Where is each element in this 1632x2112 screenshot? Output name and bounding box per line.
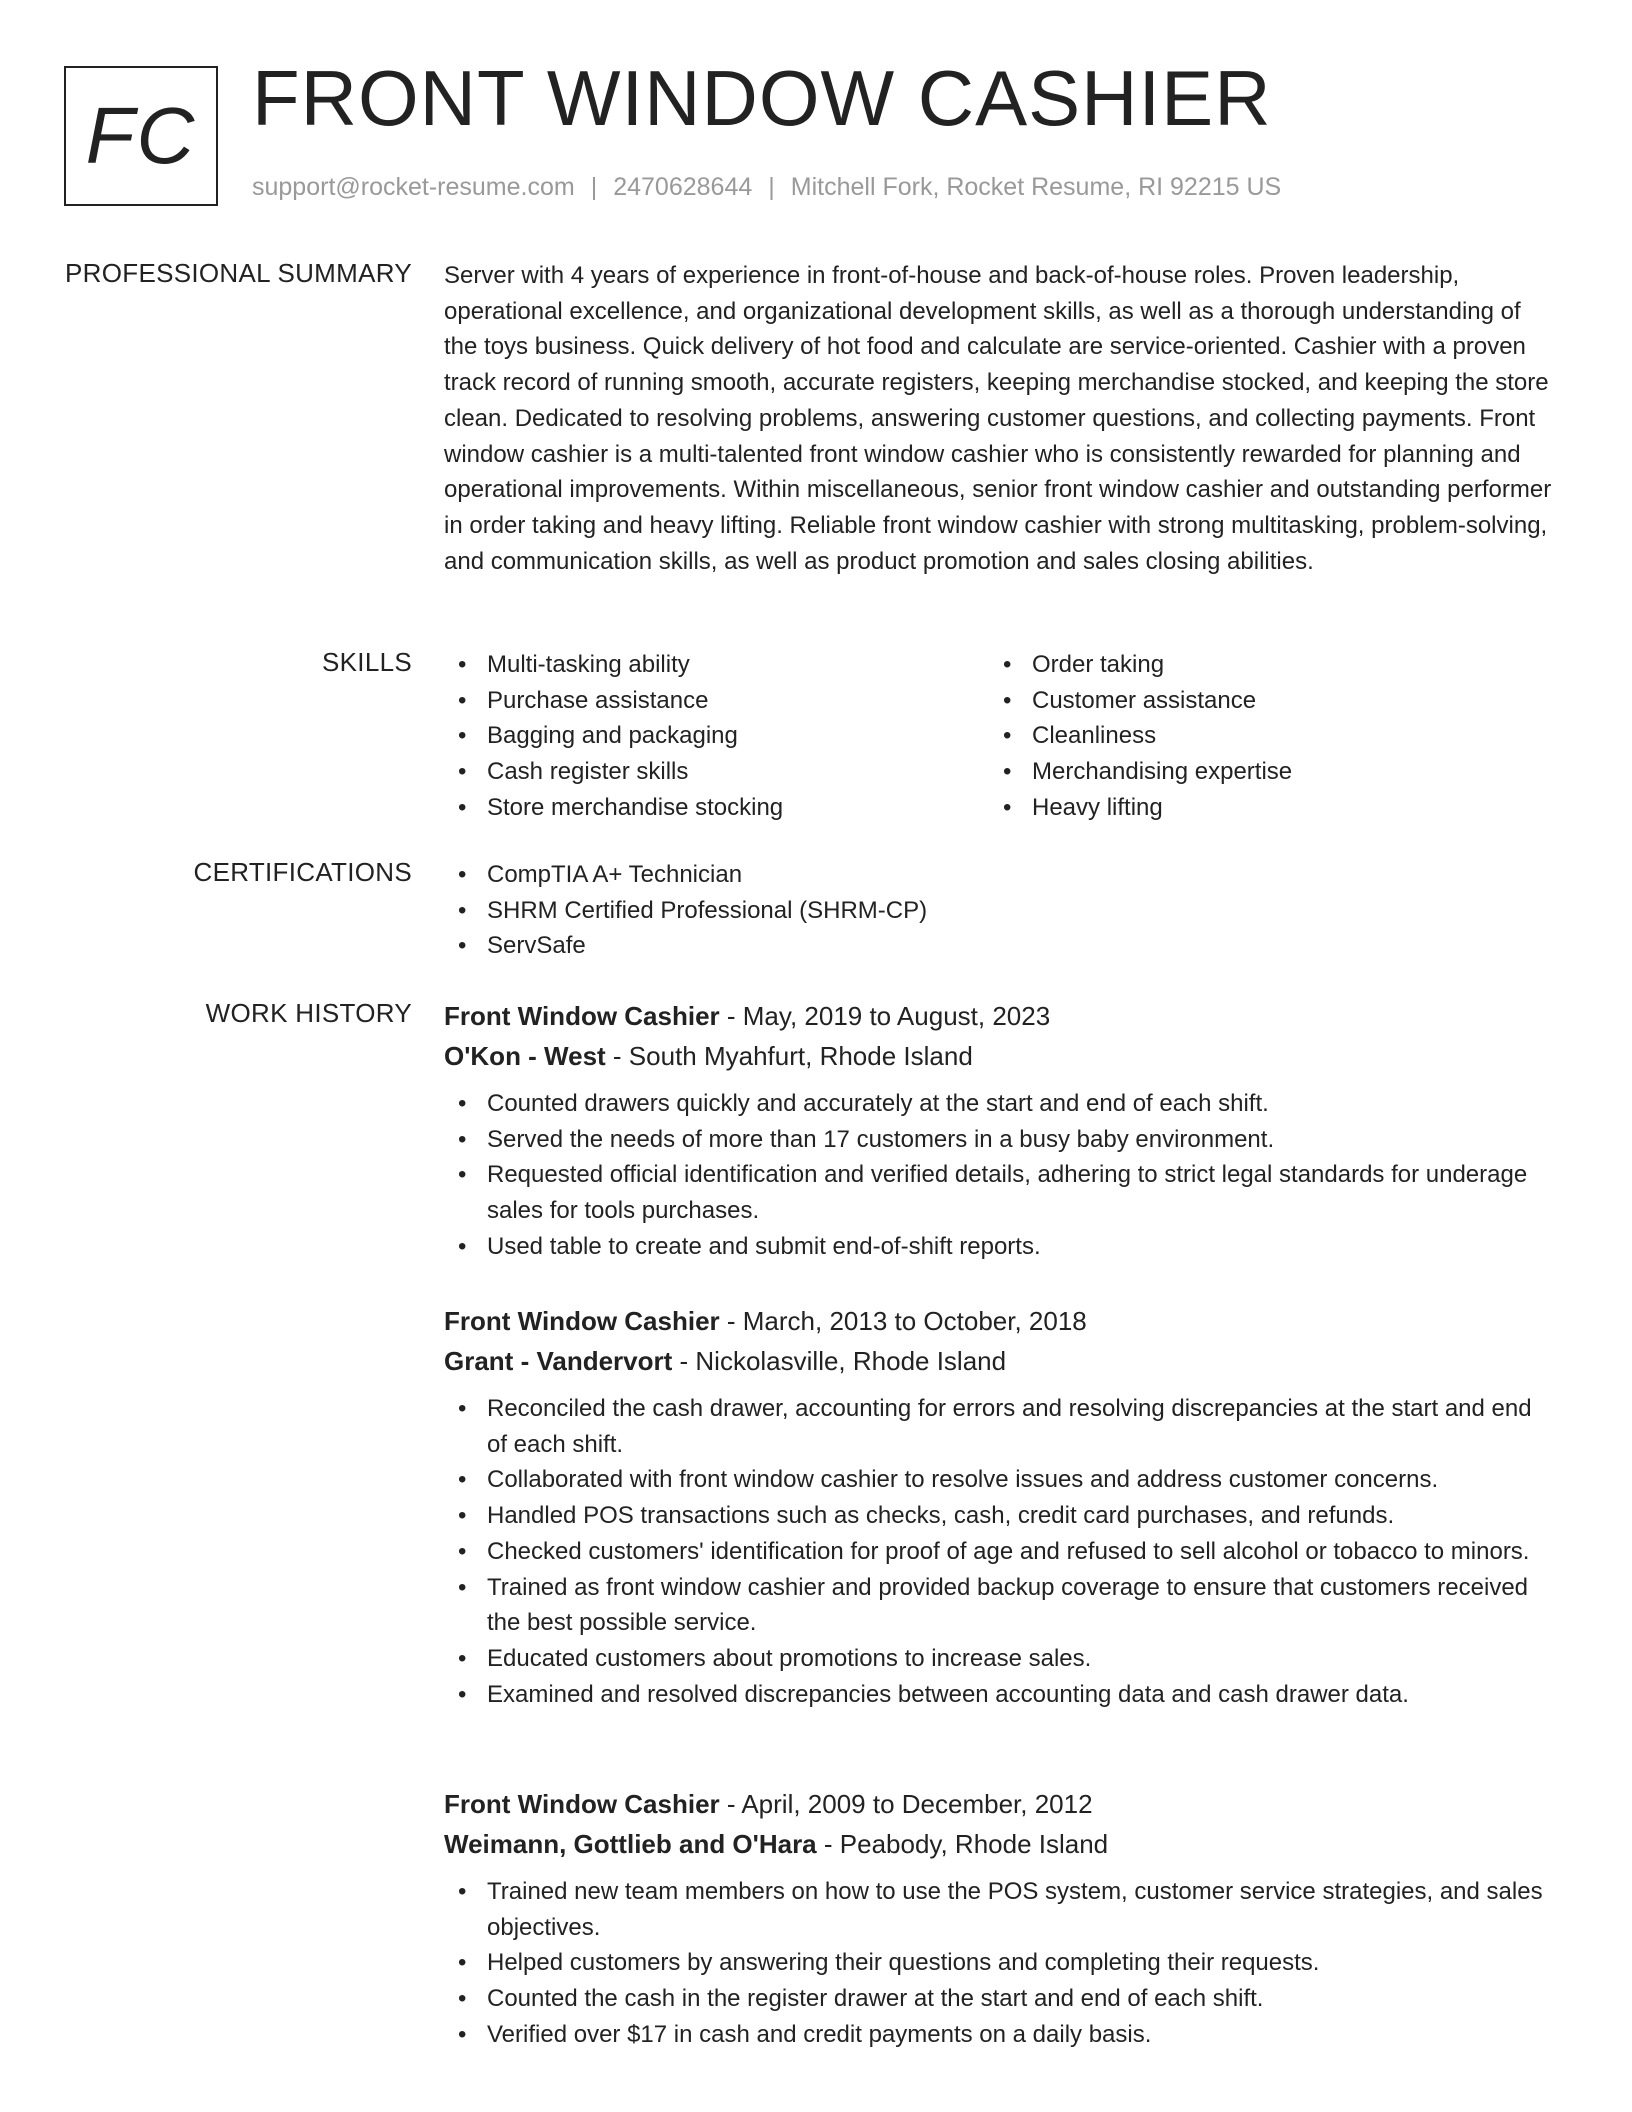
contact-address: Mitchell Fork, Rocket Resume, RI 92215 US: [790, 173, 1282, 201]
skill-item: • Merchandising expertise: [989, 754, 1534, 790]
skill-item: • Heavy lifting: [989, 790, 1534, 826]
job-entry: [444, 996, 1556, 1265]
job-duty-item: • Trained new team members on how to use the POS system, customer service strategies, and sales objectives.: [444, 1874, 1556, 1945]
section-label-skills: SKILLS: [322, 647, 412, 677]
job-entry: [444, 1784, 1556, 2053]
job-duty-item: • Collaborated with front window cashier to resolve issues and address customer concerns.: [444, 1462, 1556, 1498]
job-duty-item: • Verified over $17 in cash and credit payments on a daily basis.: [444, 2017, 1556, 2053]
certifications-list: [444, 857, 1556, 964]
section-label-work-history: WORK HISTORY: [205, 998, 412, 1028]
skills-list: [444, 647, 1556, 826]
skill-item: • Store merchandise stocking: [444, 790, 989, 826]
certifications-body: [444, 857, 1556, 964]
job-duty-item: • Counted drawers quickly and accurately at the start and end of each shift.: [444, 1086, 1556, 1122]
skill-item: • Bagging and packaging: [444, 718, 989, 754]
certification-item: • SHRM Certified Professional (SHRM-CP): [444, 893, 1556, 929]
contact-separator: |: [768, 173, 775, 201]
job-company: Grant - Vandervort: [444, 1346, 673, 1376]
section-label-summary: PROFESSIONAL SUMMARY: [65, 258, 412, 288]
job-title-line: [444, 1784, 1556, 1824]
job-dates: - May, 2019 to August, 2023: [719, 1001, 1051, 1031]
job-location: - Peabody, Rhode Island: [816, 1829, 1109, 1859]
skill-item: • Multi-tasking ability: [444, 647, 989, 683]
job-title: Front Window Cashier: [444, 1789, 720, 1819]
contact-separator: |: [590, 173, 598, 201]
skills-column-right: [989, 647, 1534, 826]
summary-body: [444, 258, 1556, 579]
job-company-line: [444, 1341, 1556, 1381]
skills-column-left: [444, 647, 989, 826]
certification-item: • ServSafe: [444, 928, 1556, 964]
job-dates: - March, 2013 to October, 2018: [719, 1306, 1087, 1336]
skill-item: • Cash register skills: [444, 754, 989, 790]
job-dates: - April, 2009 to December, 2012: [719, 1789, 1093, 1819]
contact-phone: 2470628644: [613, 173, 753, 201]
job-duty-item: • Requested official identification and verified details, adhering to strict legal standards for underage sales for tools purchases.: [444, 1157, 1556, 1228]
job-duty-item: • Counted the cash in the register drawer at the start and end of each shift.: [444, 1981, 1556, 2017]
job-duties-list: [444, 1086, 1556, 1265]
skill-item: • Cleanliness: [989, 718, 1534, 754]
job-duty-item: • Educated customers about promotions to increase sales.: [444, 1641, 1556, 1677]
job-title-line: [444, 996, 1556, 1036]
job-duty-item: • Handled POS transactions such as checks, cash, credit card purchases, and refunds.: [444, 1498, 1556, 1534]
skill-item: • Order taking: [989, 647, 1534, 683]
summary-text: Server with 4 years of experience in front-of-house and back-of-house roles. Proven leadership, operational excellence, and organizational development skills, as well as a thorough understanding of the toys business. Quick delivery of hot food and calculate are service-oriented. Cashier with a proven track record of running smooth, accurate registers, keeping merchandise stocked, and keeping the store clean. Dedicated to resolving problems, answering customer questions, and collecting payments. Front window cashier is a multi-talented front window cashier who is consistently rewarded for planning and operational improvements. Within miscellaneous, senior front window cashier and outstanding performer in order taking and heavy lifting. Reliable front window cashier with strong multitasking, problem-solving, and communication skills, as well as product promotion and sales closing abilities.: [444, 262, 1552, 575]
job-duty-item: • Used table to create and submit end-of-shift reports.: [444, 1229, 1556, 1265]
contact-email: support@rocket-resume.com: [252, 173, 575, 201]
section-label-certifications: CERTIFICATIONS: [193, 857, 412, 887]
job-company: Weimann, Gottlieb and O'Hara: [444, 1829, 817, 1859]
contact-line: [252, 173, 1281, 202]
monogram-initials: FC: [85, 91, 197, 180]
job-location: - South Myahfurt, Rhode Island: [605, 1041, 973, 1071]
monogram-box: [64, 66, 218, 206]
job-entry: [444, 1301, 1556, 1712]
skill-item: • Purchase assistance: [444, 683, 989, 719]
job-duty-item: • Served the needs of more than 17 customers in a busy baby environment.: [444, 1122, 1556, 1158]
job-duty-item: • Trained as front window cashier and provided backup coverage to ensure that customers received the best possible service.: [444, 1570, 1556, 1641]
skill-item: • Customer assistance: [989, 683, 1534, 719]
job-title: Front Window Cashier: [444, 1001, 720, 1031]
certification-item: • CompTIA A+ Technician: [444, 857, 1556, 893]
job-duty-item: • Examined and resolved discrepancies between accounting data and cash drawer data.: [444, 1677, 1556, 1713]
job-company: O'Kon - West: [444, 1041, 606, 1071]
job-title-line: [444, 1301, 1556, 1341]
job-title: Front Window Cashier: [444, 1306, 720, 1336]
job-location: - Nickolasville, Rhode Island: [672, 1346, 1007, 1376]
job-duty-item: • Helped customers by answering their questions and completing their requests.: [444, 1945, 1556, 1981]
candidate-name: FRONT WINDOW CASHIER: [252, 54, 1272, 142]
job-duties-list: [444, 1391, 1556, 1712]
job-duty-item: • Checked customers' identification for proof of age and refused to sell alcohol or tobacco to minors.: [444, 1534, 1556, 1570]
job-duties-list: [444, 1874, 1556, 2053]
job-company-line: [444, 1824, 1556, 1864]
job-duty-item: • Reconciled the cash drawer, accounting for errors and resolving discrepancies at the start and end of each shift.: [444, 1391, 1556, 1462]
job-company-line: [444, 1036, 1556, 1076]
